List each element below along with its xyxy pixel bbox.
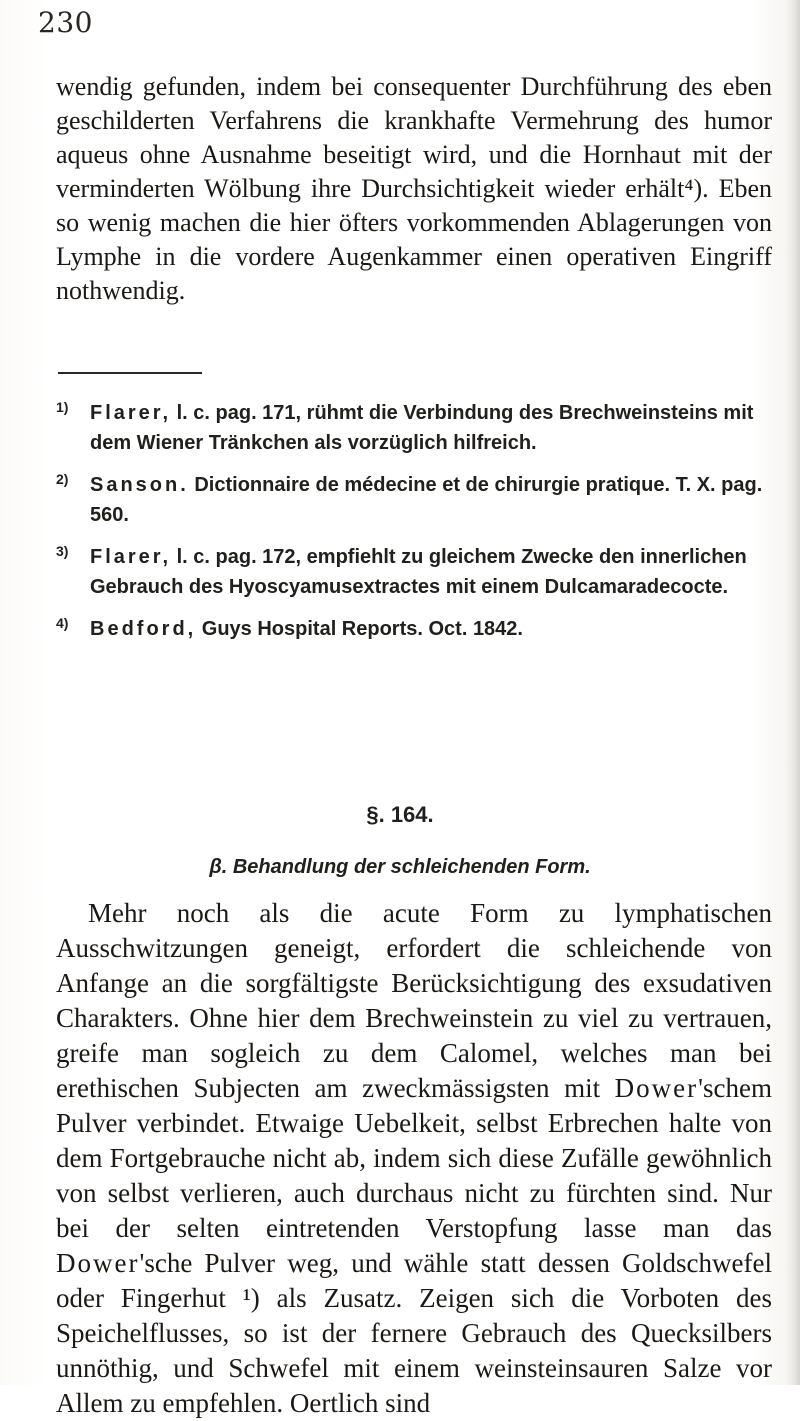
footnote-list: [56, 398, 772, 656]
footnote-text: Dictionnaire de médecine et de chirurgie pratique. T. X. pag. 560.: [90, 474, 763, 526]
footnote-text: Guys Hospital Reports. Oct. 1842.: [196, 618, 523, 640]
page-gutter-shadow: [786, 0, 800, 1385]
footnote-marker: 2): [56, 471, 69, 487]
name-emphasis: Dower: [614, 1073, 699, 1103]
footnote-separator-rule: [58, 372, 202, 374]
footnote: [56, 614, 772, 644]
footnote: [56, 470, 772, 530]
footnote-text: l. c. pag. 172, empfiehlt zu gleichem Zwecke den innerlichen Gebrauch des Hyoscyamusextractes mit einem Dulcamaradecocte.: [90, 546, 747, 598]
section-number: §. 164.: [366, 802, 434, 827]
footnote-author: Sanson.: [90, 474, 189, 496]
footnote: [56, 398, 772, 458]
footnote-text: l. c. pag. 171, rühmt die Verbindung des Brechweinsteins mit dem Wiener Tränkchen als vorzüglich hilfreich.: [90, 402, 754, 454]
paragraph-text: Mehr noch als die acute Form zu lymphatischen Ausschwitzungen geneigt, erfordert die schleichende von Anfange an die sorgfältigste Berücksichtigung des exsudativen Charakters. Ohne hier dem Brechweinstein zu viel zu vertrauen, greife man sogleich zu dem Calomel, welches man bei erethischen Subjecten am zweckmässigsten mit: [56, 898, 772, 1103]
name-emphasis: Dower: [56, 1248, 140, 1278]
section-title: β. Behandlung der schleichenden Form.: [209, 856, 591, 878]
footnote-marker: 1): [56, 399, 69, 415]
footnote-author: Flarer,: [90, 402, 172, 424]
footnote-author: Bedford,: [90, 618, 197, 640]
paragraph-continued: wendig gefunden, indem bei consequenter Durchführung des eben geschilderten Verfahrens die krankhafte Vermehrung des humor aqueus ohne Ausnahme beseitigt wird, und die Hornhaut mit der verminderten Wölbung ihre Durchsichtigkeit wieder erhält⁴). Eben so wenig machen die hier öfters vorkommenden Ablagerungen von Lymphe in die vordere Augenkammer einen operativen Eingriff nothwendig.: [56, 72, 772, 305]
footnote-marker: 4): [56, 615, 69, 631]
paragraph-text: 'sche Pulver weg, und wähle statt dessen Goldschwefel oder Fingerhut ¹) als Zusatz. Zeigen sich die Vorboten des Speichelflusses, so ist der fernere Gebrauch des Quecksilbers unnöthig, und Schwefel mit einem weinsteinsauren Salze vor Allem zu empfehlen. Oertlich sind: [56, 1248, 772, 1418]
footnote-author: Flarer,: [90, 546, 172, 568]
footnote-marker: 3): [56, 543, 69, 559]
page-number: 230: [38, 6, 93, 39]
paragraph-main: [56, 896, 772, 1421]
footnote: [56, 542, 772, 602]
paragraph-text: 'schem Pulver verbindet. Etwaige Uebelkeit, selbst Erbrechen halte von dem Fortgebrauche nicht ab, indem sich diese Zufälle gewöhnlich von selbst verlieren, auch durchaus nicht zu fürchten sind. Nur bei der selten eintretenden Verstopfung lasse man das: [56, 1073, 772, 1243]
